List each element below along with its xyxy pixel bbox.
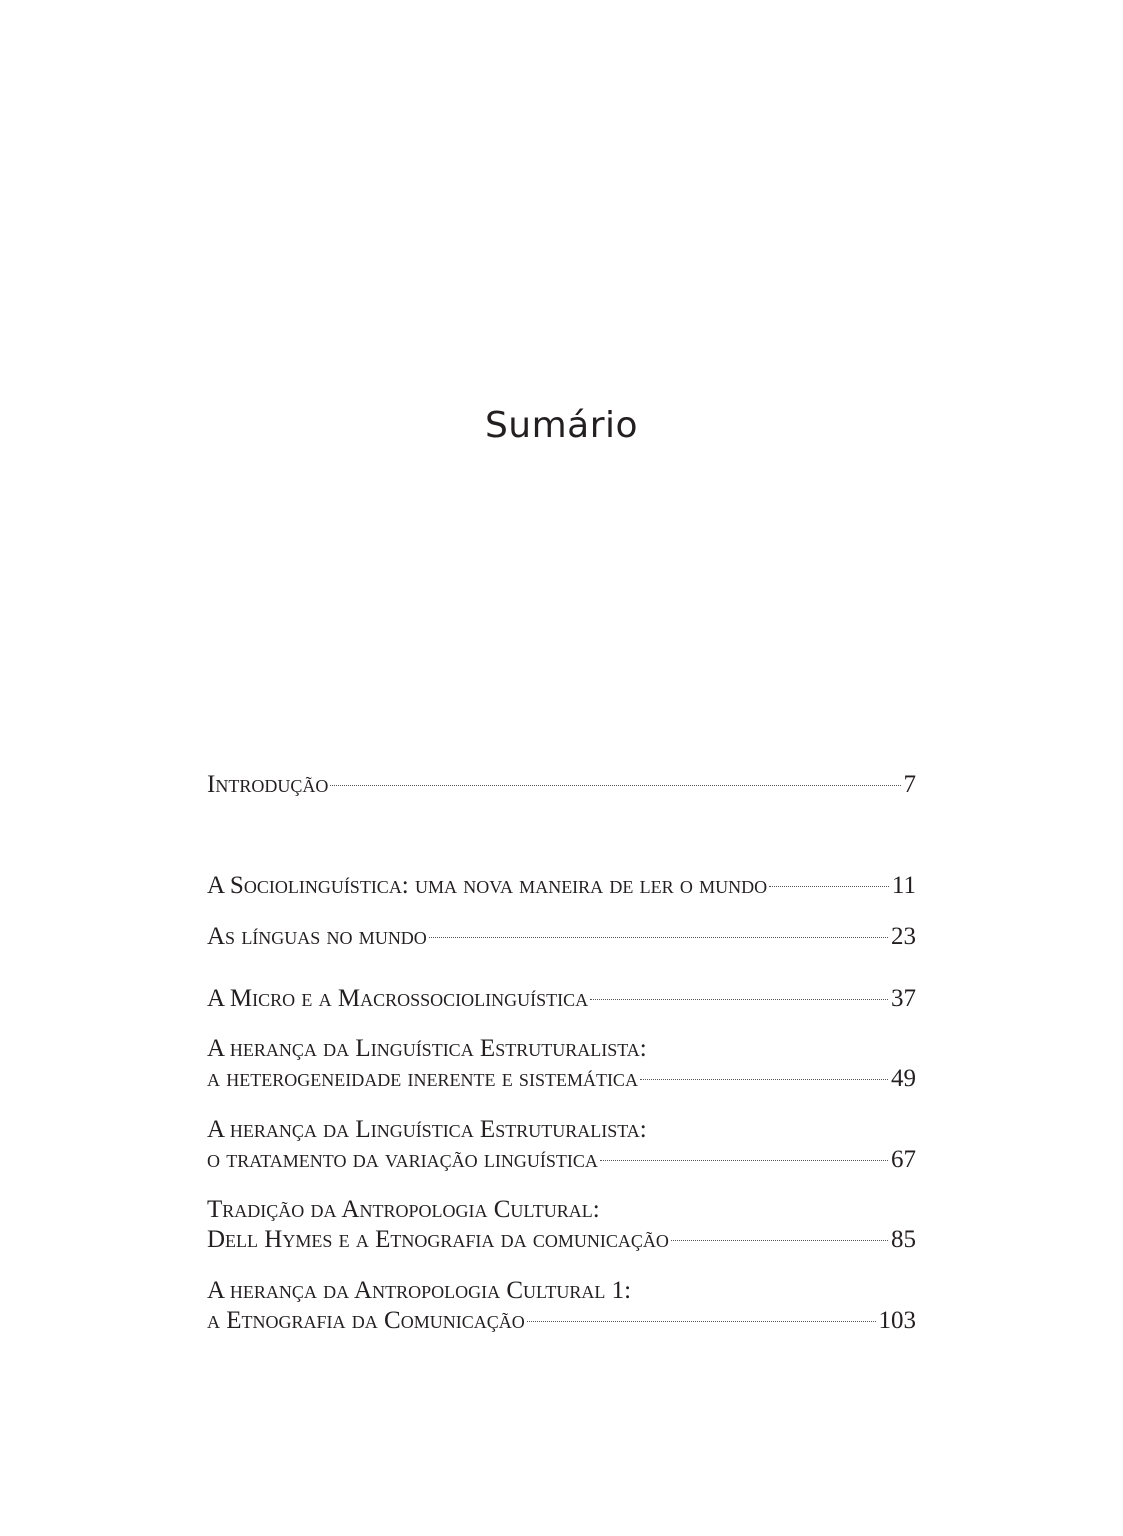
toc-page-number: 7 — [903, 771, 916, 798]
toc-entry-title-line1: A herança da Linguística Estruturalista: — [207, 1116, 647, 1143]
toc-entry-title: A Micro e a Macrossociolinguística — [207, 985, 589, 1012]
toc-entry-micro-macro[interactable] — [207, 984, 916, 1014]
toc-entry-title: a Etnografia da Comunicação — [207, 1307, 525, 1334]
toc-entry-sociolinguistica[interactable] — [207, 871, 916, 901]
dot-leader — [600, 1160, 888, 1161]
toc-entry-heranca-variacao[interactable] — [207, 1115, 916, 1175]
toc-page-number: 23 — [891, 923, 916, 950]
dot-leader — [527, 1321, 876, 1322]
dot-leader — [769, 886, 889, 887]
toc-page-number: 85 — [891, 1226, 916, 1253]
toc-page-number: 103 — [878, 1307, 916, 1334]
toc-entry-title-line1: A herança da Linguística Estruturalista: — [207, 1035, 647, 1062]
page-title: Sumário — [484, 405, 639, 446]
toc-entry-title: As línguas no mundo — [207, 923, 427, 950]
toc-entry-title-line1: Tradição da Antropologia Cultural: — [207, 1196, 600, 1223]
toc-entry-heranca-antropologia[interactable] — [207, 1276, 916, 1336]
toc-entry-title: Dell Hymes e a Etnografia da comunicação — [207, 1226, 669, 1253]
toc-entry-title: A Sociolinguística: uma nova maneira de ler o mundo — [207, 872, 768, 899]
toc-page-number: 49 — [891, 1065, 916, 1092]
toc-entry-title: o tratamento da variação linguística — [207, 1146, 598, 1173]
toc-page-number: 67 — [891, 1146, 916, 1173]
toc-page-number: 37 — [891, 985, 916, 1012]
toc-page-number: 11 — [891, 872, 916, 899]
toc-entry-tradicao-antropologia[interactable] — [207, 1195, 916, 1255]
dot-leader — [590, 999, 888, 1000]
toc-entry-introducao[interactable] — [207, 770, 916, 800]
toc-entry-heranca-heterogeneidade[interactable] — [207, 1034, 916, 1094]
dot-leader — [640, 1079, 888, 1080]
toc-entry-linguas-no-mundo[interactable] — [207, 922, 916, 952]
dot-leader — [429, 937, 888, 938]
toc-entry-title: a heterogeneidade inerente e sistemática — [207, 1065, 638, 1092]
dot-leader — [330, 785, 900, 786]
toc-entry-title: Introdução — [207, 771, 329, 798]
toc-entry-title-line1: A herança da Antropologia Cultural 1: — [207, 1277, 632, 1304]
dot-leader — [671, 1240, 888, 1241]
